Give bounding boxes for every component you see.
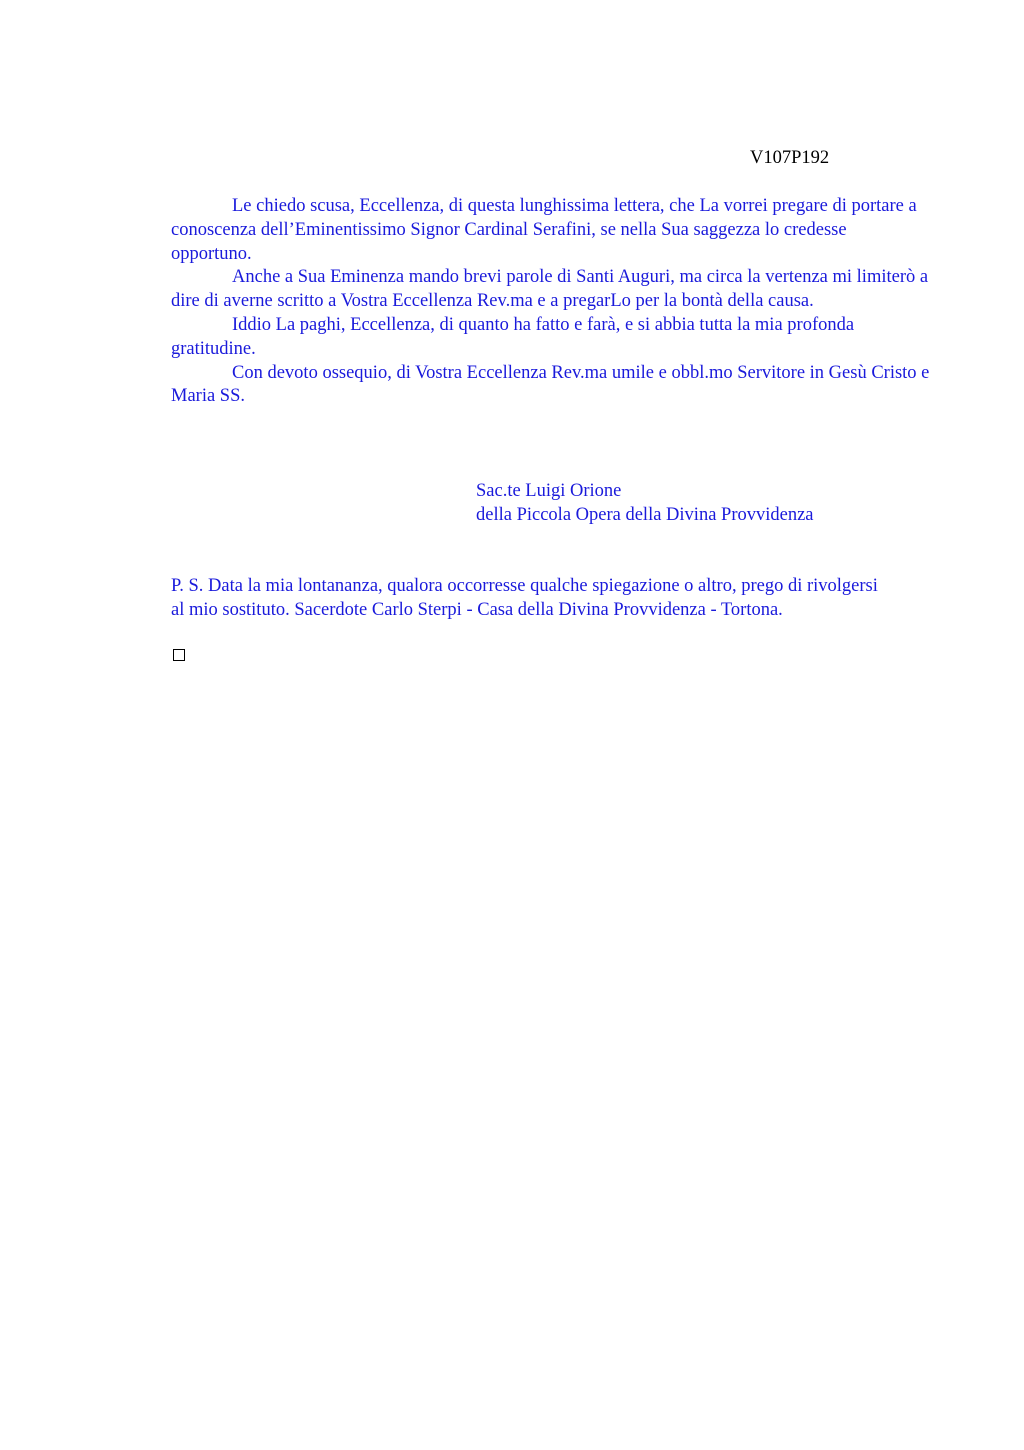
postscript-text: P. S. Data la mia lontananza, qualora occorresse qualche spiegazione o altro, prego di rivolgersi al mio sostituto. Sacerdote Carlo Sterpi - Casa della Divina Provvidenza - Tortona. <box>171 576 878 620</box>
empty-square-icon <box>173 649 185 661</box>
signature-name: Sac.te Luigi Orione <box>476 481 622 501</box>
signature-organization: della Piccola Opera della Divina Provvidenza <box>476 504 814 525</box>
page-code: V107P192 <box>750 148 830 168</box>
paragraph-greetings: Anche a Sua Eminenza mando brevi parole di Santi Auguri, ma circa la vertenza mi limiterò a dire di averne scritto a Vostra Eccellenza Rev.ma e a pregarLo per la bontà della causa. <box>171 267 929 312</box>
paragraph-thanks: Iddio La paghi, Eccellenza, di quanto ha fatto e farà, e si abbia tutta la mia profonda gratitudine. <box>171 314 855 359</box>
signature-block <box>476 480 814 528</box>
paragraph-closing: Con devoto ossequio, di Vostra Eccellenza Rev.ma umile e obbl.mo Servitore in Gesù Cristo e Maria SS. <box>171 362 930 407</box>
paragraph-apology: Le chiedo scusa, Eccellenza, di questa lunghissima lettera, che La vorrei pregare di portare a conoscenza dell’Eminentissimo Signor Cardinal Serafini, se nella Sua saggezza lo credesse opportuno. <box>171 196 917 264</box>
postscript <box>171 575 891 623</box>
letter-body <box>171 195 931 409</box>
